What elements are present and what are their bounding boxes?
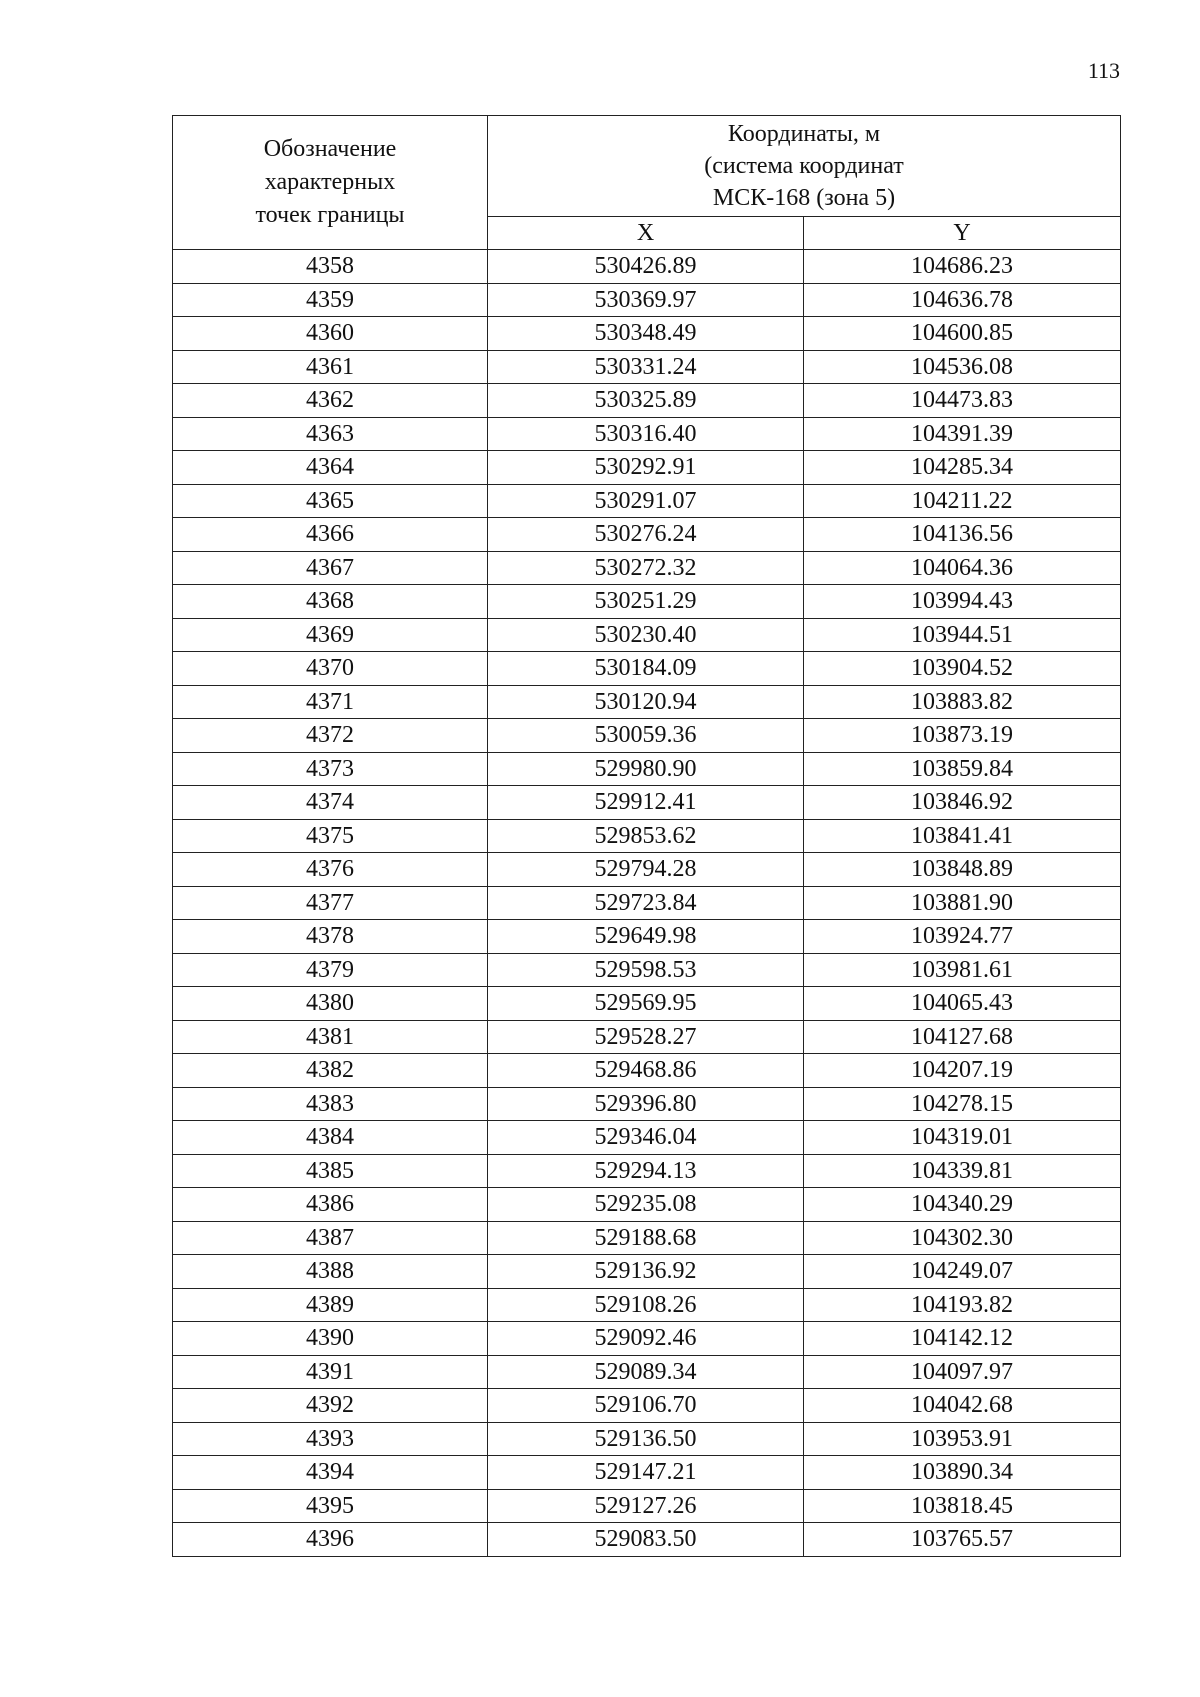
point-id-cell: 4362 — [173, 384, 488, 418]
point-id-cell: 4359 — [173, 283, 488, 317]
x-cell: 530276.24 — [488, 518, 804, 552]
point-id-cell: 4394 — [173, 1456, 488, 1490]
point-id-cell: 4369 — [173, 618, 488, 652]
x-cell: 530230.40 — [488, 618, 804, 652]
table-row — [173, 1188, 1121, 1222]
header-coordinates-line-3: МСК-168 (зона 5) — [712, 184, 896, 211]
y-cell: 104142.12 — [804, 1322, 1121, 1356]
x-cell: 530426.89 — [488, 250, 804, 284]
header-coordinates — [488, 116, 1121, 217]
table-row — [173, 1121, 1121, 1155]
point-id-cell: 4368 — [173, 585, 488, 619]
y-cell: 104600.85 — [804, 317, 1121, 351]
x-cell: 529569.95 — [488, 987, 804, 1021]
x-cell: 529468.86 — [488, 1054, 804, 1088]
y-cell: 103981.61 — [804, 953, 1121, 987]
header-point-designation — [173, 116, 488, 250]
point-id-cell: 4392 — [173, 1389, 488, 1423]
x-cell: 529794.28 — [488, 853, 804, 887]
table-row — [173, 1456, 1121, 1490]
point-id-cell: 4375 — [173, 819, 488, 853]
x-cell: 529106.70 — [488, 1389, 804, 1423]
point-id-cell: 4389 — [173, 1288, 488, 1322]
x-cell: 529089.34 — [488, 1355, 804, 1389]
table-row — [173, 853, 1121, 887]
y-cell: 103848.89 — [804, 853, 1121, 887]
point-id-cell: 4383 — [173, 1087, 488, 1121]
header-coordinates-line-1: Координаты, м — [727, 120, 881, 147]
table-row — [173, 1422, 1121, 1456]
x-cell: 529083.50 — [488, 1523, 804, 1557]
y-cell: 104136.56 — [804, 518, 1121, 552]
y-cell: 103818.45 — [804, 1489, 1121, 1523]
point-id-cell: 4372 — [173, 719, 488, 753]
y-cell: 103953.91 — [804, 1422, 1121, 1456]
x-cell: 530369.97 — [488, 283, 804, 317]
point-id-cell: 4361 — [173, 350, 488, 384]
y-cell: 104065.43 — [804, 987, 1121, 1021]
header-point-designation-line-3: точек границы — [255, 202, 405, 228]
table-row — [173, 1221, 1121, 1255]
table-row — [173, 384, 1121, 418]
point-id-cell: 4391 — [173, 1355, 488, 1389]
point-id-cell: 4379 — [173, 953, 488, 987]
x-cell: 530316.40 — [488, 417, 804, 451]
y-cell: 104064.36 — [804, 551, 1121, 585]
table-row — [173, 685, 1121, 719]
point-id-cell: 4381 — [173, 1020, 488, 1054]
point-id-cell: 4364 — [173, 451, 488, 485]
x-cell: 529108.26 — [488, 1288, 804, 1322]
point-id-cell: 4393 — [173, 1422, 488, 1456]
point-id-cell: 4378 — [173, 920, 488, 954]
point-id-cell: 4385 — [173, 1154, 488, 1188]
x-cell: 529598.53 — [488, 953, 804, 987]
x-cell: 529528.27 — [488, 1020, 804, 1054]
y-cell: 104127.68 — [804, 1020, 1121, 1054]
point-id-cell: 4388 — [173, 1255, 488, 1289]
point-id-cell: 4358 — [173, 250, 488, 284]
table-row — [173, 618, 1121, 652]
y-cell: 104340.29 — [804, 1188, 1121, 1222]
table-row — [173, 283, 1121, 317]
x-cell: 529136.50 — [488, 1422, 804, 1456]
table-row — [173, 719, 1121, 753]
y-cell: 104211.22 — [804, 484, 1121, 518]
y-cell: 104249.07 — [804, 1255, 1121, 1289]
table-row — [173, 1322, 1121, 1356]
x-cell: 530292.91 — [488, 451, 804, 485]
table-row — [173, 451, 1121, 485]
header-x: X — [488, 216, 804, 250]
header-row-top — [173, 116, 1121, 217]
y-cell: 104536.08 — [804, 350, 1121, 384]
table-row — [173, 317, 1121, 351]
y-cell: 103890.34 — [804, 1456, 1121, 1490]
y-cell: 104285.34 — [804, 451, 1121, 485]
point-id-cell: 4367 — [173, 551, 488, 585]
table-row — [173, 920, 1121, 954]
point-id-cell: 4370 — [173, 652, 488, 686]
y-cell: 104302.30 — [804, 1221, 1121, 1255]
x-cell: 530184.09 — [488, 652, 804, 686]
point-id-cell: 4373 — [173, 752, 488, 786]
y-cell: 104319.01 — [804, 1121, 1121, 1155]
table-row — [173, 886, 1121, 920]
x-cell: 529346.04 — [488, 1121, 804, 1155]
x-cell: 529235.08 — [488, 1188, 804, 1222]
table-body — [173, 250, 1121, 1557]
table-row — [173, 518, 1121, 552]
table-header — [173, 116, 1121, 250]
table-row — [173, 1054, 1121, 1088]
table-row — [173, 752, 1121, 786]
coordinates-table — [172, 115, 1121, 1557]
point-id-cell: 4387 — [173, 1221, 488, 1255]
table-row — [173, 987, 1121, 1021]
table-row — [173, 1255, 1121, 1289]
y-cell: 103873.19 — [804, 719, 1121, 753]
table-row — [173, 551, 1121, 585]
x-cell: 529294.13 — [488, 1154, 804, 1188]
y-cell: 104097.97 — [804, 1355, 1121, 1389]
table-row — [173, 652, 1121, 686]
x-cell: 529723.84 — [488, 886, 804, 920]
header-point-designation-line-1: Обозначение — [263, 136, 397, 162]
x-cell: 529147.21 — [488, 1456, 804, 1490]
x-cell: 530331.24 — [488, 350, 804, 384]
point-id-cell: 4386 — [173, 1188, 488, 1222]
y-cell: 103994.43 — [804, 585, 1121, 619]
x-cell: 530348.49 — [488, 317, 804, 351]
x-cell: 530120.94 — [488, 685, 804, 719]
x-cell: 529980.90 — [488, 752, 804, 786]
y-cell: 104391.39 — [804, 417, 1121, 451]
y-cell: 104473.83 — [804, 384, 1121, 418]
point-id-cell: 4395 — [173, 1489, 488, 1523]
y-cell: 104339.81 — [804, 1154, 1121, 1188]
table-row — [173, 1020, 1121, 1054]
point-id-cell: 4365 — [173, 484, 488, 518]
y-cell: 104686.23 — [804, 250, 1121, 284]
page-number: 113 — [1087, 58, 1120, 83]
y-cell: 104042.68 — [804, 1389, 1121, 1423]
x-cell: 530291.07 — [488, 484, 804, 518]
table-row — [173, 585, 1121, 619]
table-row — [173, 953, 1121, 987]
y-cell: 104278.15 — [804, 1087, 1121, 1121]
point-id-cell: 4366 — [173, 518, 488, 552]
x-cell: 529912.41 — [488, 786, 804, 820]
x-cell: 529853.62 — [488, 819, 804, 853]
table-row — [173, 786, 1121, 820]
table-row — [173, 417, 1121, 451]
x-cell: 530325.89 — [488, 384, 804, 418]
table-row — [173, 819, 1121, 853]
x-cell: 529136.92 — [488, 1255, 804, 1289]
table-row — [173, 1154, 1121, 1188]
table-row — [173, 1523, 1121, 1557]
y-cell: 103944.51 — [804, 618, 1121, 652]
table-row — [173, 1355, 1121, 1389]
y-cell: 103924.77 — [804, 920, 1121, 954]
header-y: Y — [804, 216, 1121, 250]
header-coordinates-line-2: (система координат — [704, 152, 904, 179]
x-cell: 529127.26 — [488, 1489, 804, 1523]
point-id-cell: 4390 — [173, 1322, 488, 1356]
point-id-cell: 4374 — [173, 786, 488, 820]
point-id-cell: 4377 — [173, 886, 488, 920]
y-cell: 103841.41 — [804, 819, 1121, 853]
y-cell: 103904.52 — [804, 652, 1121, 686]
x-cell: 530251.29 — [488, 585, 804, 619]
y-cell: 104193.82 — [804, 1288, 1121, 1322]
point-id-cell: 4376 — [173, 853, 488, 887]
table-row — [173, 1087, 1121, 1121]
table-row — [173, 1489, 1121, 1523]
point-id-cell: 4384 — [173, 1121, 488, 1155]
table-row — [173, 1389, 1121, 1423]
x-cell: 530059.36 — [488, 719, 804, 753]
point-id-cell: 4380 — [173, 987, 488, 1021]
y-cell: 104207.19 — [804, 1054, 1121, 1088]
table-row — [173, 350, 1121, 384]
y-cell: 103765.57 — [804, 1523, 1121, 1557]
x-cell: 529649.98 — [488, 920, 804, 954]
table-row — [173, 1288, 1121, 1322]
x-cell: 529396.80 — [488, 1087, 804, 1121]
y-cell: 103881.90 — [804, 886, 1121, 920]
y-cell: 103846.92 — [804, 786, 1121, 820]
point-id-cell: 4360 — [173, 317, 488, 351]
x-cell: 530272.32 — [488, 551, 804, 585]
y-cell: 103883.82 — [804, 685, 1121, 719]
header-point-designation-line-2: характерных — [264, 169, 396, 195]
x-cell: 529092.46 — [488, 1322, 804, 1356]
point-id-cell: 4363 — [173, 417, 488, 451]
table-row — [173, 250, 1121, 284]
x-cell: 529188.68 — [488, 1221, 804, 1255]
y-cell: 103859.84 — [804, 752, 1121, 786]
point-id-cell: 4396 — [173, 1523, 488, 1557]
point-id-cell: 4371 — [173, 685, 488, 719]
y-cell: 104636.78 — [804, 283, 1121, 317]
point-id-cell: 4382 — [173, 1054, 488, 1088]
table-row — [173, 484, 1121, 518]
